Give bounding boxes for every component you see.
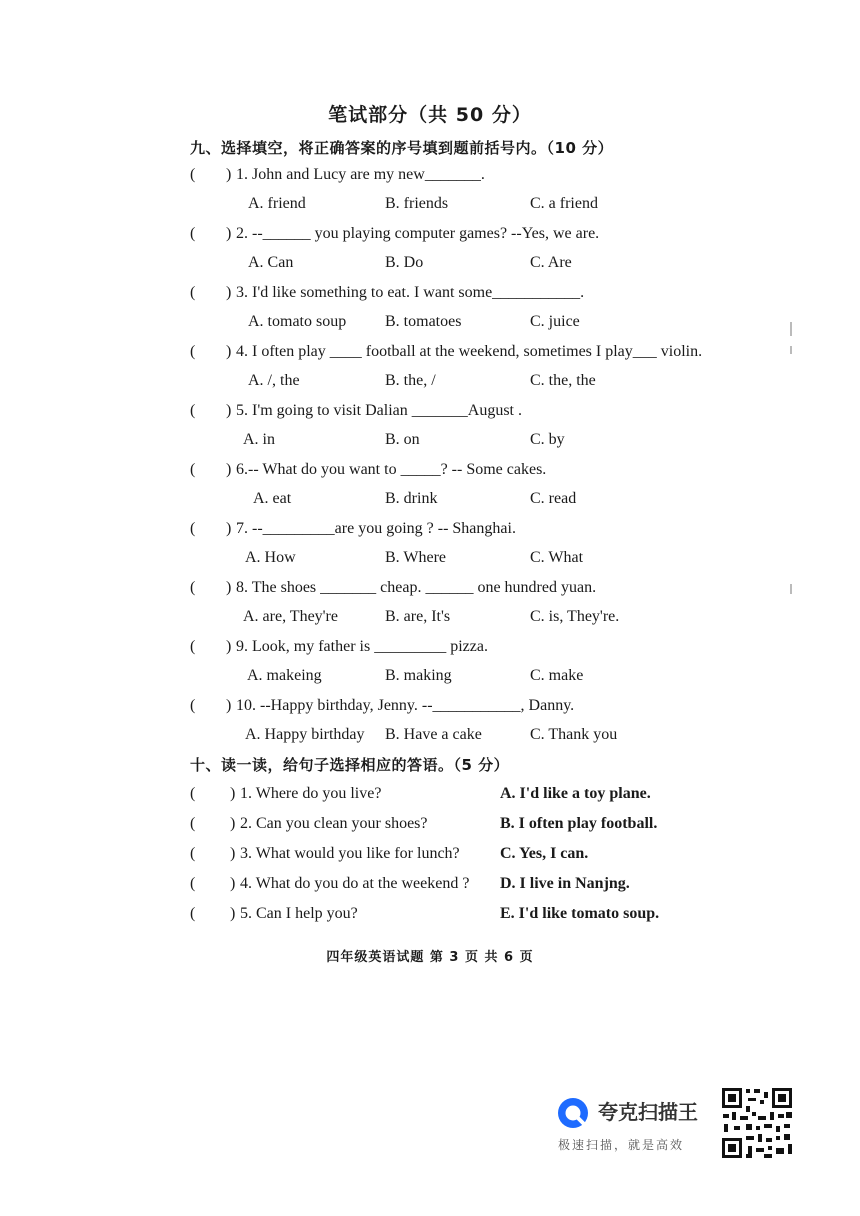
answer-option: B. Where: [385, 549, 447, 566]
question-text-tail: are you going ? -- Shanghai.: [334, 520, 516, 537]
answer-option: A. eat: [253, 490, 292, 507]
question-stem: [236, 166, 485, 184]
question-text: 6.-- What do you want to: [236, 461, 401, 478]
question-text-tail: you playing computer games? --Yes, we are.: [310, 225, 600, 242]
answer-option: A. are, They're: [243, 608, 338, 625]
question-stem: [236, 579, 596, 597]
matching-answer: E. I'd like tomato soup.: [500, 905, 660, 922]
question-stem: [236, 520, 516, 538]
fill-in-blank[interactable]: _______: [424, 166, 481, 183]
answer-bracket-open[interactable]: (: [190, 166, 196, 183]
page-title: 笔试部分（共 50 分）: [328, 104, 532, 126]
answer-option: A. tomato soup: [248, 313, 347, 330]
answer-option: C. Are: [530, 254, 572, 271]
answer-option: C. by: [530, 431, 565, 448]
answer-bracket-open[interactable]: (: [190, 845, 196, 862]
answer-option: A. /, the: [248, 372, 300, 389]
question-stem: [236, 402, 522, 420]
fill-in-blank[interactable]: ___________: [432, 697, 521, 714]
question-text: 5. I'm going to visit Dalian: [236, 402, 412, 419]
question-stem: [236, 697, 574, 715]
matching-question: 4. What do you do at the weekend ?: [240, 875, 470, 892]
answer-bracket-open[interactable]: (: [190, 785, 196, 802]
quark-logo-icon: [556, 1096, 590, 1130]
fill-in-blank[interactable]: _______: [320, 579, 377, 596]
page-footer: 四年级英语试题 第 3 页 共 6 页: [326, 950, 534, 965]
question-text-tail: , Danny.: [520, 697, 575, 714]
answer-bracket-close: ): [226, 579, 232, 596]
scan-mark: [790, 346, 792, 354]
question-text: 7. --: [236, 520, 263, 537]
fill-in-blank[interactable]: _________: [374, 638, 447, 655]
answer-option: B. tomatoes: [385, 313, 462, 330]
matching-question: 3. What would you like for lunch?: [240, 845, 460, 862]
question-text: 10. --Happy birthday, Jenny. --: [236, 697, 433, 714]
question-text-tail: cheap. ______ one hundred yuan.: [376, 579, 597, 596]
question-text: 1. John and Lucy are my new: [236, 166, 425, 183]
question-text-tail: .: [480, 166, 485, 183]
answer-option: B. the, /: [385, 372, 436, 389]
answer-bracket-open[interactable]: (: [190, 905, 196, 922]
fill-in-blank[interactable]: ___________: [492, 284, 581, 301]
answer-bracket-close: ): [226, 638, 232, 655]
question-text: 3. I'd like something to eat. I want some: [236, 284, 493, 301]
question-stem: [236, 225, 599, 243]
answer-option: A. How: [245, 549, 296, 566]
watermark-app-name: 夸克扫描王: [598, 1100, 698, 1124]
answer-bracket-open[interactable]: (: [190, 461, 196, 478]
watermark-slogan: 极速扫描，就是高效: [558, 1138, 685, 1152]
question-text-tail: August .: [467, 402, 522, 419]
fill-in-blank[interactable]: _________: [262, 520, 335, 537]
answer-option: C. make: [530, 667, 584, 684]
matching-question: 5. Can I help you?: [240, 905, 358, 922]
answer-bracket-close: ): [226, 284, 232, 301]
scan-mark: [790, 584, 792, 594]
answer-bracket-open[interactable]: (: [190, 815, 196, 832]
section-10-heading: 十、读一读，给句子选择相应的答语。（5 分）: [190, 756, 510, 774]
matching-answer: D. I live in Nanjng.: [500, 875, 630, 892]
question-stem: [236, 461, 546, 479]
answer-bracket-open[interactable]: (: [190, 284, 196, 301]
question-text: 4. I often play: [236, 343, 330, 360]
scan-mark: [790, 322, 792, 336]
answer-bracket-close: ): [230, 785, 236, 802]
answer-option: B. are, It's: [385, 608, 451, 625]
answer-bracket-open[interactable]: (: [190, 697, 196, 714]
answer-option: A. makeing: [247, 667, 322, 684]
question-text: 8. The shoes: [236, 579, 321, 596]
answer-bracket-close: ): [226, 225, 232, 242]
answer-bracket-close: ): [226, 461, 232, 478]
answer-option: A. friend: [248, 195, 306, 212]
answer-bracket-open[interactable]: (: [190, 579, 196, 596]
qr-code-icon: [720, 1086, 794, 1160]
answer-option: B. Do: [385, 254, 424, 271]
question-text-tail: pizza.: [446, 638, 488, 655]
answer-option: B. drink: [385, 490, 438, 507]
answer-option: C. Thank you: [530, 726, 618, 743]
answer-bracket-close: ): [226, 166, 232, 183]
answer-option: B. friends: [385, 195, 449, 212]
matching-answer: B. I often play football.: [500, 815, 658, 832]
answer-bracket-close: ): [226, 402, 232, 419]
fill-in-blank[interactable]: ______: [262, 225, 311, 242]
answer-option: C. a friend: [530, 195, 598, 212]
answer-option: C. is, They're.: [530, 608, 620, 625]
answer-bracket-close: ): [226, 697, 232, 714]
answer-option: B. making: [385, 667, 452, 684]
fill-in-blank[interactable]: _______: [411, 402, 468, 419]
answer-bracket-close: ): [230, 905, 236, 922]
answer-bracket-close: ): [230, 875, 236, 892]
answer-bracket-close: ): [230, 815, 236, 832]
matching-question: 2. Can you clean your shoes?: [240, 815, 428, 832]
answer-option: B. on: [385, 431, 420, 448]
answer-bracket-close: ): [230, 845, 236, 862]
fill-in-blank[interactable]: ____: [329, 343, 362, 360]
answer-option: A. Can: [248, 254, 294, 271]
question-text-tail: football at the weekend, sometimes I play___ violin.: [361, 343, 703, 360]
fill-in-blank[interactable]: _____: [400, 461, 441, 478]
question-stem: [236, 638, 488, 656]
question-stem: [236, 343, 702, 361]
answer-option: C. What: [530, 549, 584, 566]
question-text-tail: ? -- Some cakes.: [440, 461, 547, 478]
question-stem: [236, 284, 584, 302]
answer-bracket-close: ): [226, 343, 232, 360]
matching-question: 1. Where do you live?: [240, 785, 382, 802]
answer-bracket-open[interactable]: (: [190, 875, 196, 892]
question-text: 2. --: [236, 225, 263, 242]
matching-answer: A. I'd like a toy plane.: [500, 785, 651, 802]
answer-bracket-open[interactable]: (: [190, 402, 196, 419]
answer-option: C. juice: [530, 313, 580, 330]
answer-bracket-open[interactable]: (: [190, 520, 196, 537]
answer-option: A. in: [243, 431, 275, 448]
answer-bracket-open[interactable]: (: [190, 225, 196, 242]
matching-answer: C. Yes, I can.: [500, 845, 589, 862]
question-text-tail: .: [580, 284, 585, 301]
answer-bracket-close: ): [226, 520, 232, 537]
question-text: 9. Look, my father is: [236, 638, 375, 655]
answer-option: B. Have a cake: [385, 726, 482, 743]
answer-option: A. Happy birthday: [245, 726, 365, 743]
answer-option: C. read: [530, 490, 577, 507]
answer-bracket-open[interactable]: (: [190, 343, 196, 360]
section-9-heading: 九、选择填空，将正确答案的序号填到题前括号内。（10 分）: [190, 139, 614, 157]
answer-option: C. the, the: [530, 372, 596, 389]
answer-bracket-open[interactable]: (: [190, 638, 196, 655]
